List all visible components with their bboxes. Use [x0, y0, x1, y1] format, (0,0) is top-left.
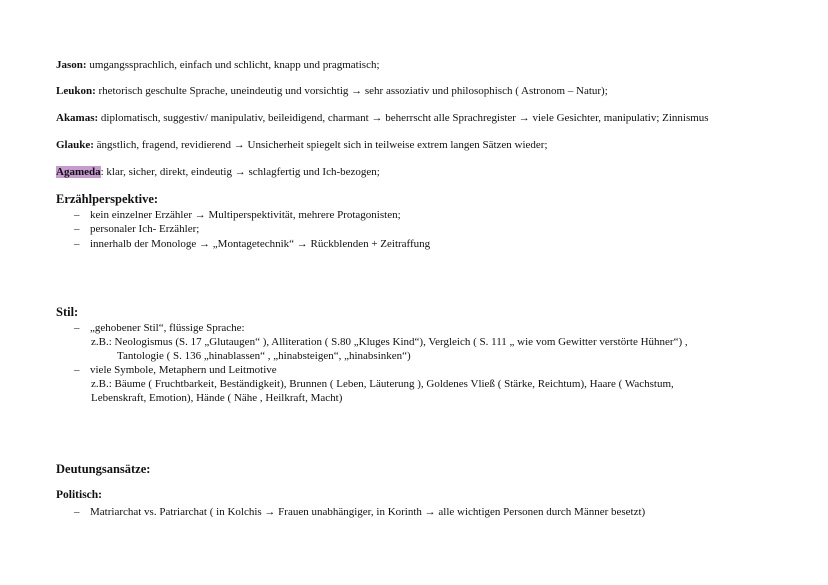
political-subheading: Politisch: [56, 489, 102, 501]
bullet-dash: – [74, 238, 80, 250]
bullet-dash: – [74, 364, 80, 376]
interpretation-heading: Deutungsansätze: [56, 462, 151, 476]
list-item [74, 321, 245, 335]
character-name: Akamas: [56, 112, 99, 124]
character-line-jason [56, 58, 380, 72]
bullet-dash: – [74, 506, 80, 518]
list-item [74, 237, 430, 251]
list-item [74, 363, 277, 377]
example-line: Tantologie ( S. 136 „hinablassen“ , „hinabsteigen“, „hinabsinken“) [117, 350, 411, 362]
character-description: rhetorisch geschulte Sprache, uneindeutig und vorsichtig → sehr assoziativ und philosophisch ( Astronom – Natur); [95, 85, 608, 97]
list-item-text: „gehobener Stil“, flüssige Sprache: [90, 322, 245, 334]
character-description: umgangssprachlich, einfach und schlicht, knapp und pragmatisch; [86, 59, 380, 71]
character-description: : klar, sicher, direkt, eindeutig → schlagfertig und Ich-bezogen; [100, 166, 380, 178]
bullet-dash: – [74, 322, 80, 334]
list-item-text: kein einzelner Erzähler → Multiperspektivität, mehrere Protagonisten; [90, 209, 401, 221]
character-name: Glauke: [56, 139, 94, 151]
character-description: diplomatisch, suggestiv/ manipulativ, beileidigend, charmant → beherrscht alle Sprachregister → viele Gesichter, manipulativ; Zinnismus [98, 112, 709, 124]
list-item [74, 505, 645, 519]
example-line: z.B.: Neologismus (S. 17 „Glutaugen“ ), Alliteration ( S.80 „Kluges Kind“), Vergleich ( S. 111 „ wie vom Gewitter verstörte Hühner“) , [91, 336, 688, 348]
character-description: ängstlich, fragend, revidierend → Unsicherheit spiegelt sich in teilweise extrem langen Sätzen wieder; [93, 139, 548, 151]
character-name-highlighted: Agameda [56, 166, 101, 178]
character-line-agameda [56, 165, 380, 179]
list-item [74, 208, 401, 222]
list-item-text: Matriarchat vs. Patriarchat ( in Kolchis → Frauen unabhängiger, in Korinth → alle wichtigen Personen durch Männer besetzt) [90, 506, 646, 518]
list-item-text: personaler Ich- Erzähler; [90, 223, 200, 235]
bullet-dash: – [74, 209, 80, 221]
example-line: z.B.: Bäume ( Fruchtbarkeit, Beständigkeit), Brunnen ( Leben, Läuterung ), Goldenes Vließ ( Stärke, Reichtum), Haare ( Wachstum, [91, 378, 674, 390]
style-heading: Stil: [56, 305, 79, 319]
character-line-akamas [56, 111, 709, 125]
list-item-text: viele Symbole, Metaphern und Leitmotive [90, 364, 277, 376]
perspective-heading: Erzählperspektive: [56, 192, 159, 206]
character-name: Leukon: [56, 85, 96, 97]
list-item-text: innerhalb der Monologe → „Montagetechnik“ → Rückblenden + Zeitraffung [90, 238, 431, 250]
character-line-glauke [56, 138, 548, 152]
character-line-leukon [56, 84, 608, 98]
list-item [74, 222, 199, 236]
bullet-dash: – [74, 223, 80, 235]
example-line: Lebenskraft, Emotion), Hände ( Nähe , Heilkraft, Macht) [91, 392, 343, 404]
character-name: Jason: [56, 59, 87, 71]
